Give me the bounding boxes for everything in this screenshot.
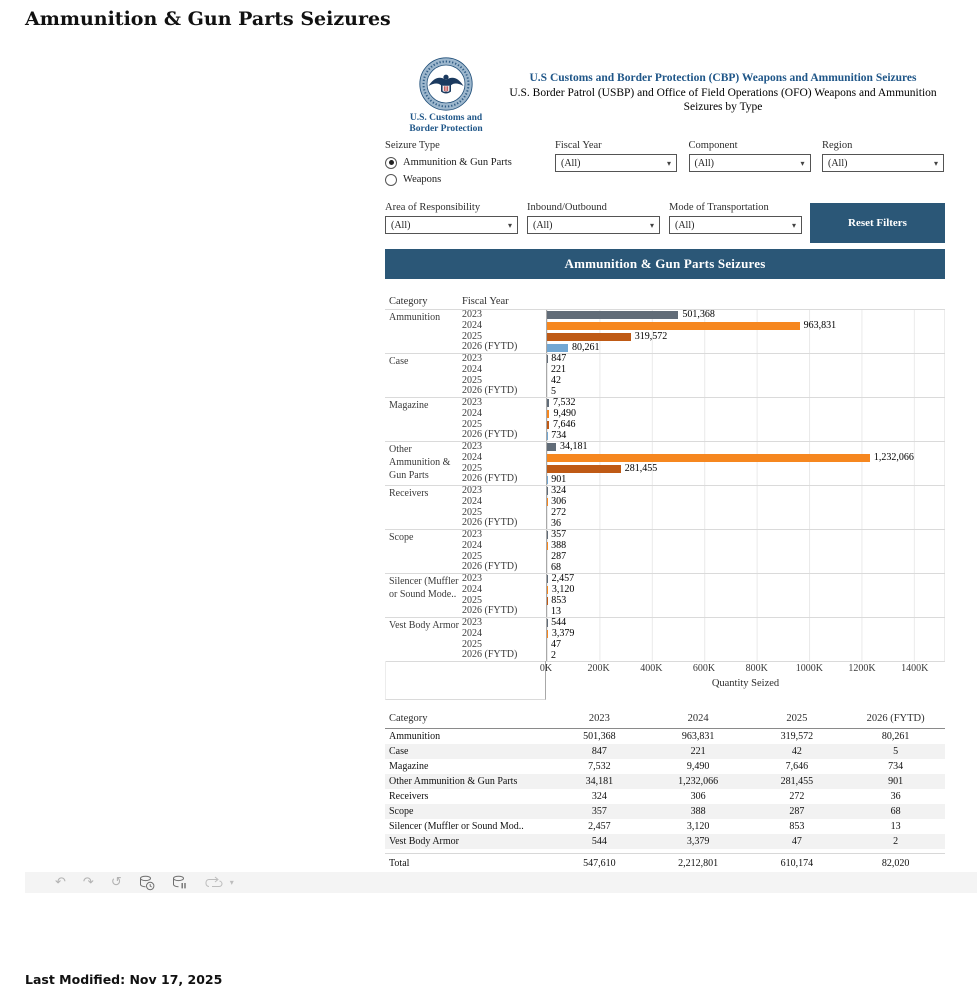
table-cell-value: 7,646 <box>785 761 809 772</box>
bar-row <box>547 508 944 519</box>
table-row[interactable] <box>385 744 945 759</box>
bar-row <box>547 409 944 420</box>
axis-left-spacer <box>385 661 546 700</box>
bar-value-label: 324 <box>551 485 567 497</box>
bar-value-label: 2 <box>551 649 556 661</box>
table-cell-category: Ammunition <box>389 731 441 742</box>
radio-icon <box>385 157 397 169</box>
dropdown-selected-value: (All) <box>828 157 848 169</box>
chart-bar[interactable] <box>547 575 548 583</box>
bar-row <box>547 585 944 596</box>
chart-category-label: Case <box>389 356 409 367</box>
fiscal-year-label: 2025 <box>462 462 482 474</box>
fiscal-year-label: 2023 <box>462 573 482 584</box>
component-filter[interactable] <box>689 154 811 172</box>
logo-caption-line1: U.S. Customs and <box>409 113 483 123</box>
x-axis-title: Quantity Seized <box>711 678 780 689</box>
radio-option-label: Ammunition & Gun Parts <box>403 157 512 168</box>
bar-value-label: 7,646 <box>553 418 576 430</box>
filter-row-1 <box>555 140 944 172</box>
chart-bar[interactable] <box>547 333 631 341</box>
redo-icon[interactable]: ↷ <box>82 875 94 890</box>
table-row[interactable] <box>385 759 945 774</box>
seizure-type-label: Seizure Type <box>385 140 440 151</box>
table-cell-value: 42 <box>791 746 802 757</box>
bar-value-label: 34,181 <box>559 441 588 453</box>
chart-plot-area <box>546 442 945 485</box>
bar-value-label: 357 <box>551 529 567 541</box>
x-axis-tick-label: 600K <box>692 663 716 674</box>
x-axis-tick-label: 200K <box>587 663 610 674</box>
chart-category-label: Other Ammunition & Gun Parts <box>389 444 451 481</box>
table-row[interactable] <box>385 804 945 819</box>
table-cell-value: 34,181 <box>585 776 614 787</box>
table-cell-value: 2 <box>893 836 899 847</box>
bar-value-label: 80,261 <box>572 341 600 353</box>
bar-row <box>547 430 944 441</box>
chart-banner <box>385 249 945 279</box>
pause-updates-icon[interactable] <box>172 875 188 891</box>
bar-value-label: 306 <box>551 496 567 508</box>
chevron-down-icon: ▾ <box>666 158 671 168</box>
table-cell-value: 1,232,066 <box>678 776 719 787</box>
region-filter-group <box>822 140 944 172</box>
fiscal-year-label: 2026 (FYTD) <box>462 341 518 353</box>
fiscal-year-label: 2026 (FYTD) <box>462 517 518 529</box>
bar-value-label: 1,232,066 <box>873 452 914 464</box>
fiscal-year-label: 2024 <box>462 407 482 419</box>
mode-of-transportation-filter[interactable] <box>669 216 802 234</box>
table-total-label: Total <box>389 857 410 869</box>
table-cell-category: Receivers <box>389 791 429 802</box>
bar-row <box>547 321 944 332</box>
x-axis-tick-label: 800K <box>745 663 768 674</box>
chart-bar[interactable] <box>547 311 678 319</box>
table-cell-value: 501,368 <box>583 731 616 742</box>
chevron-down-icon: ▾ <box>933 158 938 168</box>
fiscal-year-label: 2023 <box>462 485 482 496</box>
bar-value-label: 388 <box>551 540 567 552</box>
dashboard-subtitle: U.S. Border Patrol (USBP) and Office of Field Operations (OFO) Weapons and Ammunition Seizures by Type <box>509 87 937 113</box>
table-header-row <box>385 708 945 729</box>
table-cell-category: Other Ammunition & Gun Parts <box>389 776 518 787</box>
chart-plot-area <box>546 398 945 441</box>
table-row[interactable] <box>385 774 945 789</box>
fiscal-year-label: 2025 <box>462 506 482 518</box>
page-title: Ammunition & Gun Parts Seizures <box>25 8 391 30</box>
dropdown-selected-value: (All) <box>533 219 553 231</box>
table-cell-value: 319,572 <box>780 731 814 742</box>
seizure-type-radio-group <box>385 154 512 188</box>
fiscal-year-label: 2025 <box>462 594 482 606</box>
x-axis-tick-label: 1000K <box>795 663 823 674</box>
table-cell-category: Case <box>389 746 409 757</box>
table-header-cell: 2024 <box>687 712 709 724</box>
bar-row <box>547 497 944 508</box>
chart-category-group <box>385 530 945 574</box>
table-header-cell: 2026 (FYTD) <box>866 712 925 724</box>
bar-value-label: 13 <box>551 605 561 617</box>
undo-icon[interactable]: ↶ <box>55 875 66 890</box>
bar-value-label: 3,120 <box>551 584 575 596</box>
reset-filters-button[interactable]: Reset Filters <box>810 203 945 243</box>
fiscal-year-label: 2023 <box>462 309 482 320</box>
fiscal-year-label: 2026 (FYTD) <box>462 649 518 661</box>
table-cell-value: 221 <box>690 746 706 757</box>
fiscal-year-labels <box>462 618 546 661</box>
bar-row <box>547 398 944 409</box>
area-of-responsibility-filter[interactable] <box>385 216 518 234</box>
table-total-value: 610,174 <box>780 857 814 869</box>
chart-category-label: Vest Body Armor <box>389 620 459 631</box>
bar-row <box>547 629 944 640</box>
table-cell-value: 3,120 <box>686 821 710 832</box>
chart-category-group <box>385 618 945 662</box>
chart-category-group <box>385 398 945 442</box>
table-header-cell: 2025 <box>786 712 808 724</box>
chart-bar[interactable] <box>547 586 548 594</box>
share-icon[interactable] <box>205 876 223 889</box>
table-cell-category: Scope <box>389 806 414 817</box>
fiscal-year-label: 2023 <box>462 441 482 452</box>
x-axis <box>539 661 945 700</box>
dropdown-selected-value: (All) <box>561 157 581 169</box>
chart-category-group <box>385 574 945 618</box>
cbp-seal-icon <box>419 57 473 111</box>
chevron-down-icon: ▾ <box>800 158 805 168</box>
bar-row <box>547 354 944 365</box>
radio-weapons[interactable] <box>385 171 512 188</box>
revert-icon[interactable]: ↺ <box>110 875 122 890</box>
fiscal-year-label: 2024 <box>462 583 482 595</box>
bar-row <box>547 474 944 485</box>
fiscal-year-labels <box>462 310 546 353</box>
fiscal-year-label: 2026 (FYTD) <box>462 605 518 617</box>
chart-category-label: Receivers <box>389 488 429 499</box>
x-axis-tick-label: 1200K <box>848 663 876 674</box>
table-row[interactable] <box>385 834 945 849</box>
chart-category-group <box>385 310 945 354</box>
bar-row <box>547 420 944 431</box>
bar-row <box>547 618 944 629</box>
bar-value-label: 221 <box>551 364 567 376</box>
chart-category-label: Ammunition <box>389 312 441 323</box>
cbp-dashboard <box>385 55 945 877</box>
table-cell-value: 306 <box>690 791 706 802</box>
table-cell-value: 272 <box>789 791 805 802</box>
table-row[interactable] <box>385 789 945 804</box>
chart-plot-area <box>546 574 945 617</box>
bar-row <box>547 365 944 376</box>
chart-bar[interactable] <box>547 410 549 418</box>
fiscal-year-filter-group <box>555 140 677 172</box>
bar-row <box>547 386 944 397</box>
bar-row <box>547 376 944 387</box>
table-cell-category: Silencer (Muffler or Sound Mod.. <box>389 821 524 832</box>
table-cell-value: 281,455 <box>780 776 814 787</box>
filter-label: Fiscal Year <box>555 140 602 151</box>
table-cell-category: Magazine <box>389 761 429 772</box>
component-filter-group <box>689 140 811 172</box>
fiscal-year-label: 2026 (FYTD) <box>462 385 518 397</box>
fiscal-year-label: 2023 <box>462 397 482 408</box>
table-cell-value: 544 <box>591 836 607 847</box>
chart-rows <box>385 309 945 662</box>
bar-row <box>547 453 944 464</box>
toolbar-chevron-down-icon[interactable]: ▾ <box>229 878 234 887</box>
bar-value-label: 7,532 <box>552 397 576 409</box>
bar-row <box>547 650 944 661</box>
table-cell-value: 3,379 <box>686 836 710 847</box>
fiscal-year-label: 2024 <box>462 495 482 507</box>
bar-row <box>547 310 944 321</box>
bar-value-label: 36 <box>551 517 561 529</box>
x-axis-tick-label: 1400K <box>901 663 929 674</box>
table-total-value: 547,610 <box>583 857 616 869</box>
chart-bar[interactable] <box>547 421 549 429</box>
bar-value-label: 68 <box>551 561 562 573</box>
chart-category-group <box>385 442 945 486</box>
chart-plot-area <box>546 530 945 573</box>
table-body <box>385 729 945 849</box>
chart-category-label: Scope <box>389 532 414 543</box>
bar-value-label: 734 <box>551 429 567 441</box>
table-cell-value: 13 <box>890 821 901 832</box>
fiscal-year-label: 2023 <box>462 529 482 540</box>
chart-bar[interactable] <box>547 344 568 352</box>
chart-plot-area <box>546 486 945 529</box>
dropdown-selected-value: (All) <box>675 219 695 231</box>
table-cell-value: 7,532 <box>588 761 611 772</box>
table-cell-value: 324 <box>591 791 607 802</box>
chart-plot-area <box>546 354 945 397</box>
bar-row <box>547 442 944 453</box>
chart-plot-area <box>546 310 945 353</box>
chart-category-label: Magazine <box>389 400 429 411</box>
table-cell-value: 357 <box>591 806 607 817</box>
chart-category-group <box>385 354 945 398</box>
bar-row <box>547 552 944 563</box>
inbound-outbound-filter-group <box>527 202 660 234</box>
table-total-value: 82,020 <box>881 857 910 869</box>
chevron-down-icon: ▾ <box>791 220 796 230</box>
bar-value-label: 847 <box>551 353 567 365</box>
bar-row <box>547 562 944 573</box>
table-cell-value: 68 <box>890 806 901 817</box>
fiscal-year-labels <box>462 442 546 485</box>
filter-label: Component <box>688 140 738 151</box>
radio-icon <box>385 174 397 186</box>
radio-option-label: Weapons <box>403 174 442 185</box>
x-axis-tick-label: 0K <box>539 663 553 674</box>
cbp-brand <box>391 57 501 135</box>
filter-row-2 <box>385 202 802 234</box>
fiscal-year-label: 2025 <box>462 418 482 430</box>
bar-row <box>547 640 944 651</box>
table-cell-value: 388 <box>690 806 706 817</box>
bar-row <box>547 574 944 585</box>
table-header-cell: 2023 <box>588 712 610 724</box>
dashboard-header <box>503 71 943 114</box>
fiscal-year-labels <box>462 574 546 617</box>
table-cell-value: 2,457 <box>588 821 611 832</box>
bar-row <box>547 541 944 552</box>
bar-row <box>547 342 944 353</box>
fiscal-year-label: 2025 <box>462 638 482 650</box>
table-row[interactable] <box>385 729 945 744</box>
filter-label: Inbound/Outbound <box>527 202 607 213</box>
chart-category-label: Silencer (Muffler or Sound Mode.. <box>389 576 459 600</box>
fiscal-year-label: 2024 <box>462 319 482 331</box>
fiscal-year-label: 2024 <box>462 451 482 463</box>
bar-row <box>547 596 944 607</box>
dropdown-selected-value: (All) <box>694 157 714 169</box>
refresh-data-icon[interactable] <box>139 875 155 891</box>
region-filter[interactable] <box>822 154 944 172</box>
bar-row <box>547 486 944 497</box>
table-header-cell: Category <box>389 712 428 724</box>
bar-value-label: 2,457 <box>551 573 575 585</box>
fiscal-year-label: 2025 <box>462 330 482 342</box>
bar-value-label: 9,490 <box>553 408 576 420</box>
seizures-bar-chart <box>385 295 945 700</box>
bar-row <box>547 530 944 541</box>
bar-value-label: 281,455 <box>624 462 658 474</box>
seizures-summary-table <box>385 708 945 872</box>
mode-of-transportation-filter-group <box>669 202 802 234</box>
table-cell-value: 287 <box>789 806 805 817</box>
chart-bar[interactable] <box>547 399 549 407</box>
chart-plot-area <box>546 618 945 661</box>
fiscal-year-label: 2026 (FYTD) <box>462 473 518 485</box>
bar-value-label: 501,368 <box>682 309 715 321</box>
table-cell-value: 47 <box>791 836 802 847</box>
dashboard-title: U.S Customs and Border Protection (CBP) Weapons and Ammunition Seizures <box>529 72 917 84</box>
fiscal-year-labels <box>462 486 546 529</box>
bar-value-label: 287 <box>551 550 567 562</box>
table-cell-value: 853 <box>789 821 805 832</box>
chart-bar[interactable] <box>547 465 621 473</box>
fiscal-year-labels <box>462 530 546 573</box>
bar-row <box>547 332 944 343</box>
fiscal-year-label: 2025 <box>462 374 482 386</box>
logo-caption-line2: Border Protection <box>409 124 483 134</box>
chart-bar[interactable] <box>547 322 800 330</box>
fiscal-year-filter[interactable] <box>555 154 677 172</box>
bar-row <box>547 518 944 529</box>
fiscal-year-label: 2023 <box>462 617 482 628</box>
bar-value-label: 853 <box>551 594 567 606</box>
table-total-value: 2,212,801 <box>678 857 719 869</box>
fiscal-year-label: 2024 <box>462 363 482 375</box>
table-cell-value: 80,261 <box>881 731 910 742</box>
fiscal-year-label: 2026 (FYTD) <box>462 429 518 441</box>
fiscal-year-labels <box>462 398 546 441</box>
chart-banner-title: Ammunition & Gun Parts Seizures <box>564 256 766 271</box>
fiscal-year-label: 2023 <box>462 353 482 364</box>
chart-bar[interactable] <box>547 454 870 462</box>
radio-ammunition-gun-parts[interactable] <box>385 154 512 171</box>
table-cell-value: 901 <box>888 776 904 787</box>
fiscal-year-label: 2024 <box>462 627 482 639</box>
bar-value-label: 42 <box>551 374 561 386</box>
bar-value-label: 3,379 <box>551 628 575 640</box>
last-modified-label: Last Modified: Nov 17, 2025 <box>25 972 223 987</box>
chart-bar[interactable] <box>547 630 548 638</box>
bar-value-label: 272 <box>551 506 567 518</box>
chart-fiscal-year-header: Fiscal Year <box>462 296 509 307</box>
table-cell-value: 847 <box>591 746 607 757</box>
filter-label: Region <box>822 140 853 151</box>
chevron-down-icon: ▾ <box>507 220 512 230</box>
table-cell-value: 963,831 <box>681 731 715 742</box>
filter-label: Area of Responsibility <box>385 202 481 213</box>
bar-row <box>547 606 944 617</box>
table-total-row <box>385 853 945 872</box>
table-cell-value: 9,490 <box>686 761 710 772</box>
inbound-outbound-filter[interactable] <box>527 216 660 234</box>
chart-category-group <box>385 486 945 530</box>
filter-label: Mode of Transportation <box>669 202 769 213</box>
bar-value-label: 544 <box>551 617 567 629</box>
chart-category-header: Category <box>389 296 428 307</box>
bar-value-label: 963,831 <box>803 320 837 332</box>
bar-row <box>547 464 944 475</box>
chevron-down-icon: ▾ <box>649 220 654 230</box>
dropdown-selected-value: (All) <box>391 219 411 231</box>
fiscal-year-label: 2025 <box>462 550 482 562</box>
tableau-toolbar <box>25 872 977 893</box>
bar-value-label: 901 <box>551 473 567 485</box>
chart-bar[interactable] <box>547 443 556 451</box>
table-cell-value: 36 <box>890 791 901 802</box>
table-cell-value: 734 <box>888 761 904 772</box>
fiscal-year-labels <box>462 354 546 397</box>
bar-value-label: 47 <box>551 638 561 650</box>
table-cell-value: 5 <box>893 746 899 757</box>
table-row[interactable] <box>385 819 945 834</box>
fiscal-year-label: 2026 (FYTD) <box>462 561 518 573</box>
x-axis-tick-label: 400K <box>640 663 663 674</box>
area-of-responsibility-filter-group <box>385 202 518 234</box>
table-cell-category: Vest Body Armor <box>389 836 459 847</box>
bar-value-label: 319,572 <box>634 330 668 342</box>
bar-value-label: 5 <box>551 385 556 397</box>
fiscal-year-label: 2024 <box>462 539 482 551</box>
